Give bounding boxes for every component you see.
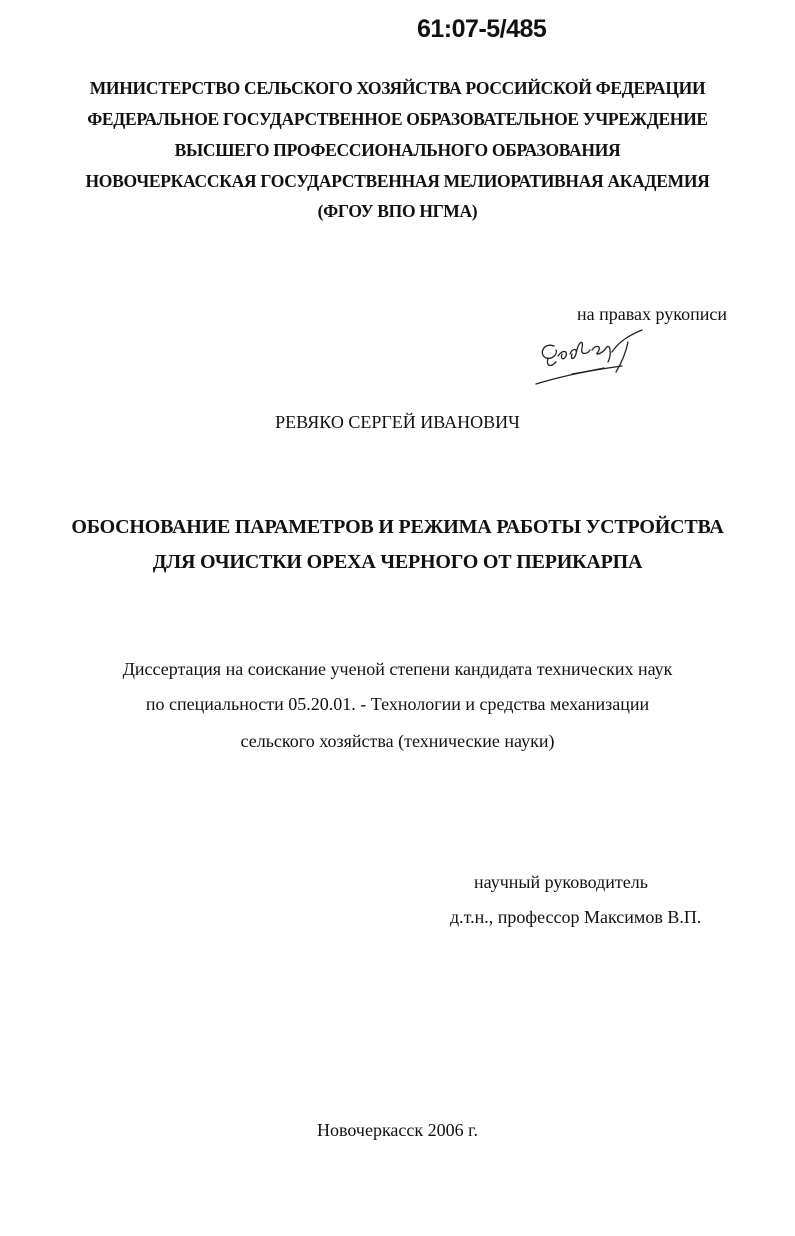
- author-name: РЕВЯКО СЕРГЕЙ ИВАНОВИЧ: [275, 412, 520, 432]
- dissertation-title-line-1: ОБОСНОВАНИЕ ПАРАМЕТРОВ И РЕЖИМА РАБОТЫ УСТРОЙСТВА: [71, 516, 724, 538]
- institution-line-4: НОВОЧЕРКАССКАЯ ГОСУДАРСТВЕННАЯ МЕЛИОРАТИВНАЯ АКАДЕМИЯ: [85, 171, 710, 191]
- institution-line-5: (ФГОУ ВПО НГМА): [317, 201, 478, 221]
- institution-line-2: ФЕДЕРАЛЬНОЕ ГОСУДАРСТВЕННОЕ ОБРАЗОВАТЕЛЬНОЕ УЧРЕЖДЕНИЕ: [87, 109, 708, 129]
- registry-number: 61:07-5/485: [417, 15, 547, 43]
- dissertation-title-line-2: ДЛЯ ОЧИСТКИ ОРЕХА ЧЕРНОГО ОТ ПЕРИКАРПА: [152, 551, 643, 573]
- city-year: Новочеркасск 2006 г.: [317, 1120, 478, 1140]
- description-line-3: сельского хозяйства (технические науки): [240, 731, 555, 751]
- description-line-2: по специальности 05.20.01. - Технологии и средства механизации: [145, 694, 650, 714]
- author-signature: [532, 328, 672, 390]
- manuscript-note: на правах рукописи: [577, 304, 727, 324]
- description-line-1: Диссертация на соискание ученой степени кандидата технических наук: [122, 659, 673, 679]
- institution-line-3: ВЫСШЕГО ПРОФЕССИОНАЛЬНОГО ОБРАЗОВАНИЯ: [174, 140, 621, 160]
- supervisor-name: д.т.н., профессор Максимов В.П.: [450, 907, 702, 927]
- supervisor-label: научный руководитель: [474, 872, 648, 892]
- institution-line-1: МИНИСТЕРСТВО СЕЛЬСКОГО ХОЗЯЙСТВА РОССИЙСКОЙ ФЕДЕРАЦИИ: [89, 78, 706, 98]
